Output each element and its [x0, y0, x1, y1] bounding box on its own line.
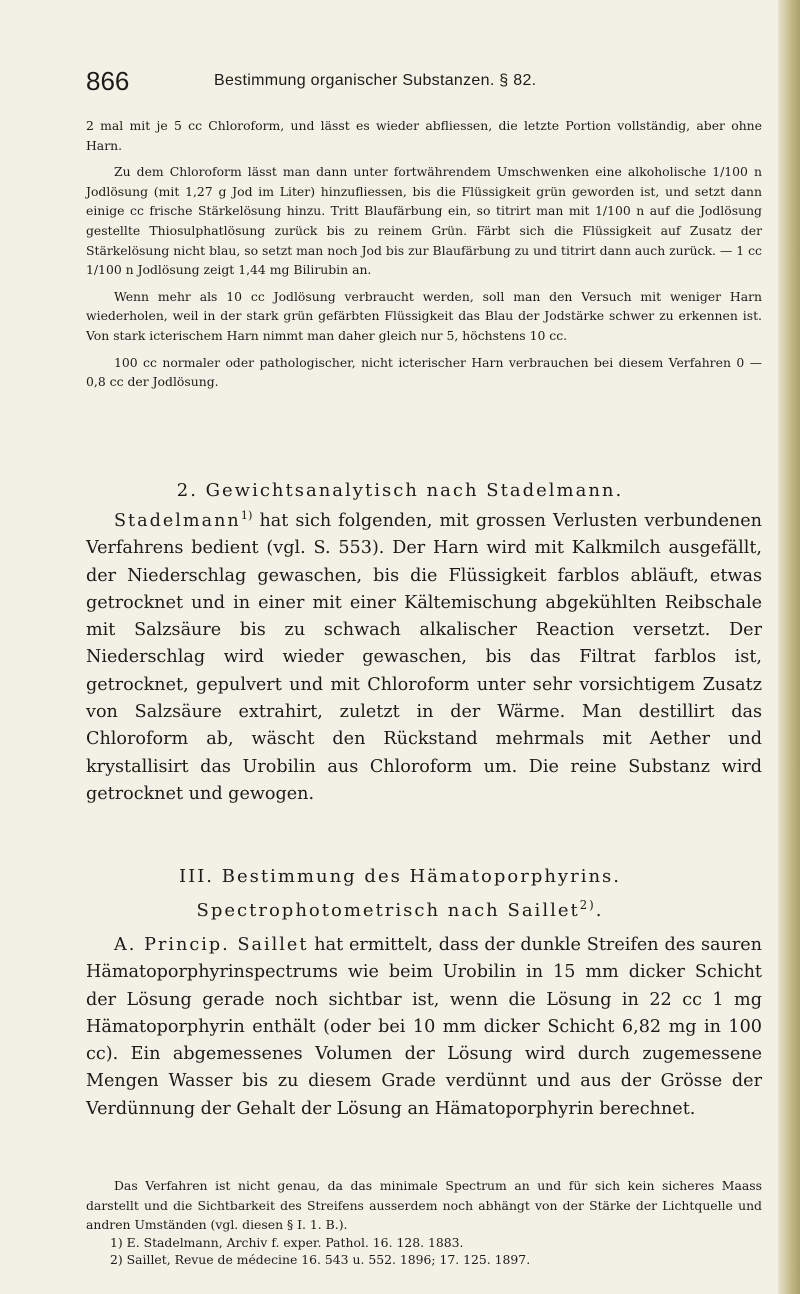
- running-title: Bestimmung organischer Substanzen. § 82.: [214, 72, 537, 89]
- stadelmann-text: hat sich folgenden, mit grossen Verlusten verbundenen Verfahrens bedient (vgl. S. 553). Der Harn wird mit Kalkmilch ausgefällt, der Niederschlag gewaschen, bis die Flüssigkeit farblos abläuft, etwas getrocknet und in einer mit einer Kältemischung abgekühlten Reibschale mit Salzsäure bis zu schwach alkalischer Reaction versetzt. Der Niederschlag wird wieder gewaschen, bis das Filtrat farblos ist, getrocknet, gepulvert und mit Chloroform unter sehr vorsichtigem Zusatz von Salzsäure extrahirt, zuletzt in der Wärme. Man destillirt das Chloroform ab, wäscht den Rückstand mehrmals mit Aether und krystallisirt das Urobilin aus Chloroform um. Die reine Substanz wird getrocknet und gewogen.: [86, 511, 762, 804]
- footnote-1: 1) E. Stadelmann, Archiv f. exper. Pathol. 16. 128. 1883.: [110, 1235, 464, 1250]
- section-2-heading: 2. Gewichtsanalytisch nach Stadelmann.: [176, 480, 624, 501]
- paragraph-continuation: 2 mal mit je 5 cc Chloroform, und lässt es wieder abfliessen, die letzte Portion vollständig, aber ohne Harn.: [86, 118, 762, 153]
- page-header: [86, 66, 766, 102]
- footnote-ref-2: 2): [579, 898, 596, 912]
- note-paragraph: Das Verfahren ist nicht genau, da das minimale Spectrum an und für sich kein sicheres Maass darstellt und die Sichtbarkeit des Streifens ausserdem noch abhängt von der Stärke der Lichtquelle und andren Umständen (vgl. diesen § I. 1. B.).: [86, 1178, 762, 1233]
- principle-text: hat ermittelt, dass der dunkle Streifen des sauren Hämatoporphyrinspectrums wie beim Urobilin in 15 mm dicker Schicht der Lösung gerade noch sichtbar ist, wenn die Lösung in 22 cc 1 mg Hämatoporphyrin enthält (oder bei 10 mm dicker Schicht 6,82 mg in 100 cc). Ein abgemessenes Volumen der Lösung wird durch zugemessene Mengen Wasser bis zu diesem Grade verdünnt und aus der Grösse der Verdünnung der Gehalt der Lösung an Hämatoporphyrin berechnet.: [86, 935, 763, 1119]
- principle-paragraph: [86, 932, 762, 1123]
- footnotes: [110, 1234, 770, 1268]
- section-2-body: [86, 508, 762, 808]
- footnote-2: 2) Saillet, Revue de médecine 16. 543 u. 552. 1896; 17. 125. 1897.: [110, 1252, 531, 1267]
- section-3-heading: III. Bestimmung des Hämatoporphyrins.: [178, 866, 622, 887]
- paragraph-repeat: Wenn mehr als 10 cc Jodlösung verbraucht werden, soll man den Versuch mit weniger Harn wiederholen, weil in der stark grün gefärbten Flüssigkeit das Blau der Jodstärke schwer zu erkennen ist. Von stark icterischem Harn nimmt man daher gleich nur 5, höchstens 10 cc.: [86, 288, 762, 343]
- author-name: Stadelmann: [114, 511, 241, 531]
- principle-lead: A. Princip. Saillet: [114, 935, 309, 955]
- paragraph-titration: Zu dem Chloroform lässt man dann unter fortwährendem Umschwenken eine alkoholische 1/100 n Jodlösung (mit 1,27 g Jod im Liter) hinzufliessen, bis die Flüssigkeit grün geworden ist, und setzt dann einige cc frische Stärkelösung hinzu. Tritt Blaufärbung ein, so titrirt man mit 1/100 n auf die Jodlösung gestellte Thiosulphatlösung zurück bis zu reinem Grün. Färbt sich die Flüssigkeit auf Zusatz der Stärkelösung nicht blau, so setzt man noch Jod bis zur Blaufärbung zu und titrirt dann auch zurück. — 1 cc 1/100 n Jodlösung zeigt 1,44 mg Bilirubin an.: [86, 164, 762, 278]
- section-3-subheading: [0, 900, 800, 921]
- subheading-text: Spectrophotometrisch nach Saillet: [196, 900, 580, 921]
- page-number: 866: [86, 66, 130, 96]
- subheading-end: .: [595, 900, 604, 921]
- note-block: [86, 1176, 762, 1242]
- procedure-text: [86, 116, 762, 399]
- paragraph-normal-urine: 100 cc normaler oder pathologischer, nicht icterischer Harn verbrauchen bei diesem Verfahren 0 — 0,8 cc der Jodlösung.: [86, 354, 762, 390]
- page-edge: [778, 0, 800, 1294]
- footnote-ref-1: 1): [240, 508, 253, 523]
- section-3-body: [86, 932, 762, 1123]
- stadelmann-paragraph: [86, 508, 762, 808]
